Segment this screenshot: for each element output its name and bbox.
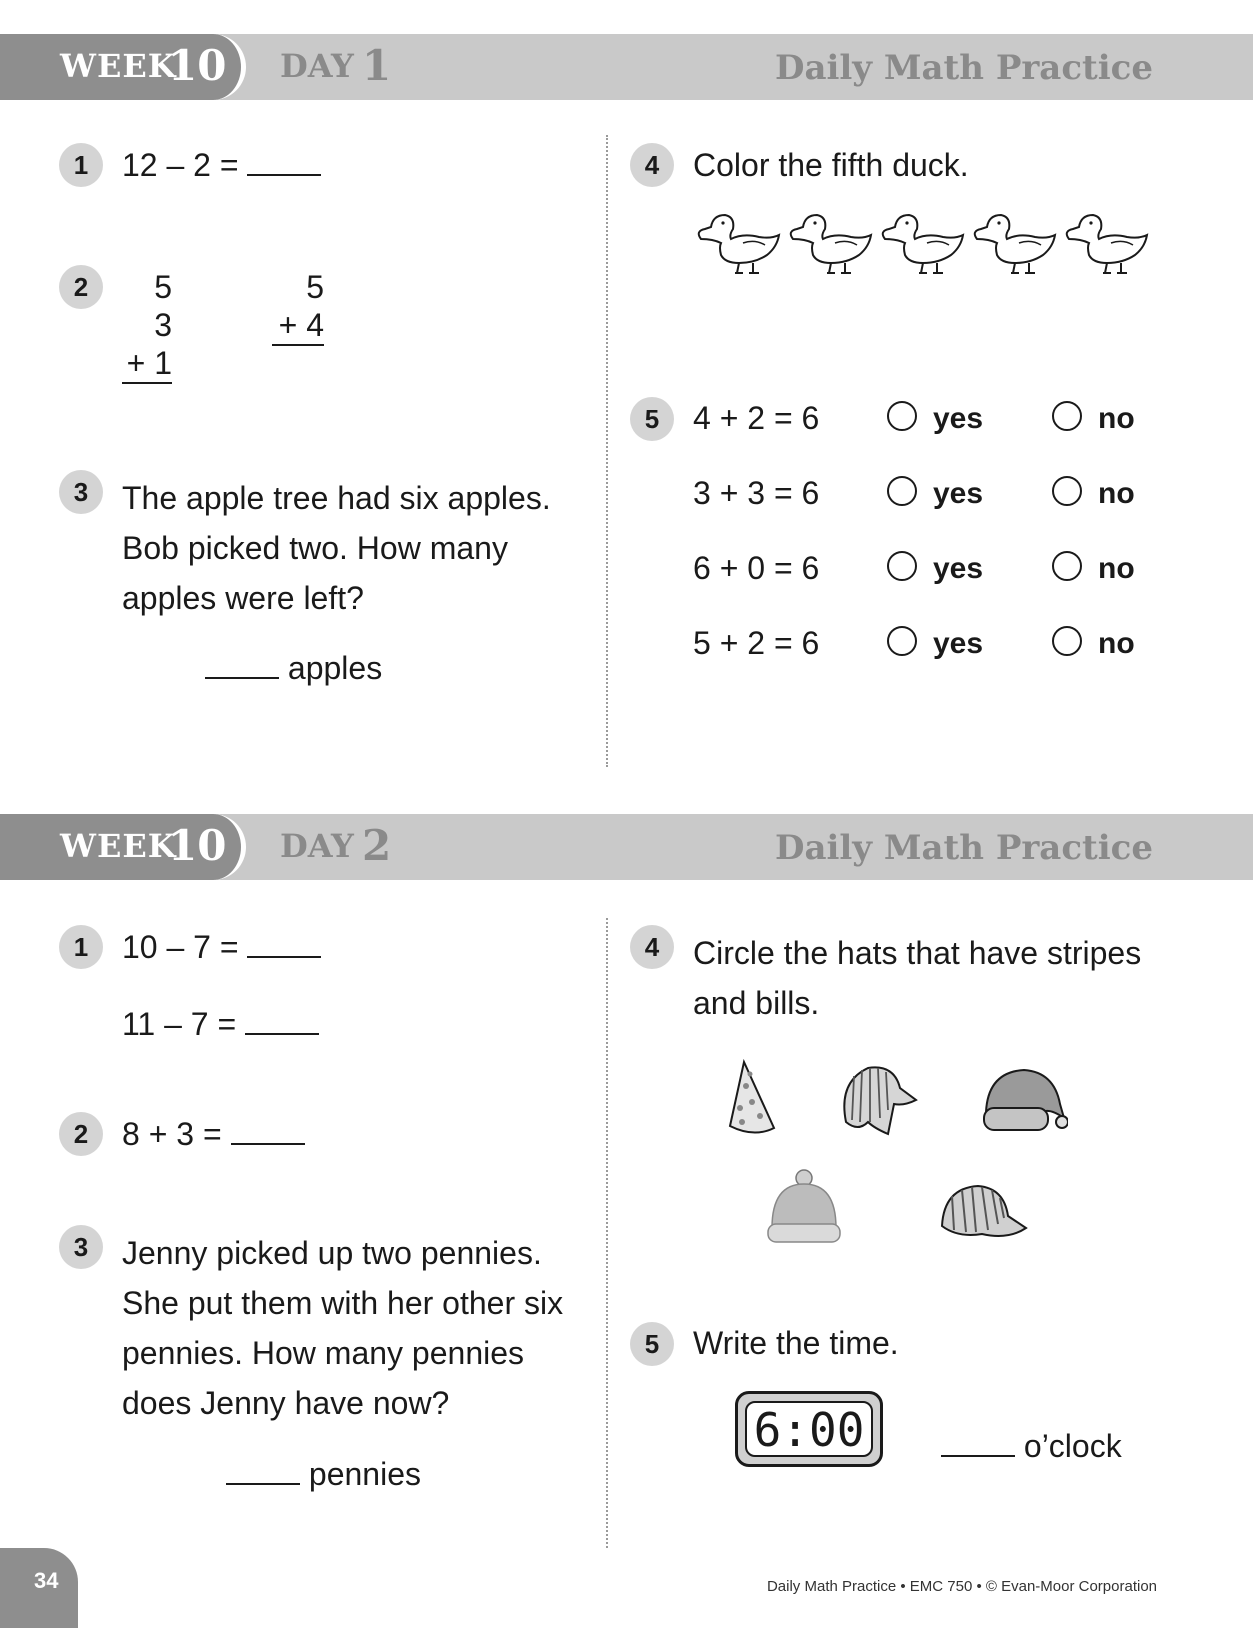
q3-answer	[205, 650, 382, 687]
day-label: DAY	[280, 47, 354, 85]
answer-blank[interactable]	[205, 651, 279, 679]
yes-label: yes	[933, 477, 984, 510]
q2-stack-b	[272, 268, 324, 346]
question-number: 2	[59, 1112, 103, 1156]
answer-blank[interactable]	[247, 930, 321, 958]
q3-answer	[226, 1456, 421, 1493]
q2-equation	[122, 1116, 305, 1153]
equation: 5 + 2 = 6	[693, 625, 820, 661]
q1-equation	[122, 147, 321, 184]
question-number: 4	[630, 925, 674, 969]
beanie-drawing	[764, 1168, 844, 1246]
prompt-line: The apple tree had six apples.	[122, 480, 551, 516]
knit-beanie-icon[interactable]	[764, 1168, 844, 1246]
digital-clock-icon	[735, 1391, 883, 1467]
answer-blank[interactable]	[226, 1457, 300, 1485]
q4-prompt	[693, 928, 1141, 1028]
question-number: 5	[630, 397, 674, 441]
q2-stack-a	[122, 268, 172, 384]
prompt-line: She put them with her other six	[122, 1285, 564, 1321]
equation: 6 + 0 = 6	[693, 550, 820, 586]
stack-line: 5	[306, 269, 324, 305]
equation: 4 + 2 = 6	[693, 400, 820, 436]
stack-line: 5	[154, 269, 172, 305]
q5-prompt: Write the time.	[693, 1325, 899, 1361]
answer-unit: o’clock	[1023, 1428, 1122, 1464]
yes-label: yes	[933, 627, 984, 660]
no-radio[interactable]	[1052, 551, 1082, 581]
equation: 3 + 3 = 6	[693, 475, 820, 511]
yes-radio[interactable]	[887, 476, 917, 506]
no-label: no	[1098, 402, 1135, 435]
question-number: 3	[59, 470, 103, 514]
no-radio[interactable]	[1052, 476, 1082, 506]
day-number: 1	[362, 41, 392, 90]
q1-equation-1	[122, 929, 321, 966]
week-number: 10	[168, 821, 227, 870]
q1-text: 12 – 2 =	[122, 147, 239, 183]
prompt-line: pennies. How many pennies	[122, 1335, 525, 1371]
answer-unit: pennies	[308, 1456, 421, 1492]
earflap-cap-drawing	[838, 1062, 918, 1138]
q3-prompt	[122, 1228, 563, 1428]
stocking-cap-icon[interactable]	[980, 1064, 1068, 1138]
striped-baseball-cap-icon[interactable]	[938, 1182, 1028, 1244]
q4-prompt: Color the fifth duck.	[693, 147, 969, 183]
answer-unit: apples	[287, 650, 383, 686]
prompt-line: Circle the hats that have stripes	[693, 935, 1142, 971]
section-title: Daily Math Practice	[774, 48, 1153, 88]
no-radio[interactable]	[1052, 401, 1082, 431]
clock-display: 6:00	[745, 1401, 873, 1457]
column-divider	[606, 918, 608, 1548]
yes-label: yes	[933, 552, 984, 585]
page-number: 34	[34, 1568, 59, 1593]
question-number: 3	[59, 1225, 103, 1269]
week-tab	[0, 814, 246, 880]
duck-icons	[695, 205, 1155, 280]
question-number: 4	[630, 143, 674, 187]
no-radio[interactable]	[1052, 626, 1082, 656]
question-number: 1	[59, 143, 103, 187]
prompt-line: apples were left?	[122, 580, 364, 616]
answer-blank[interactable]	[941, 1429, 1015, 1457]
day-number: 2	[362, 821, 392, 870]
baseball-cap-drawing	[938, 1182, 1028, 1244]
day-label: DAY	[280, 827, 354, 865]
equation-text: 10 – 7 =	[122, 929, 239, 965]
equation-text: 11 – 7 =	[122, 1006, 237, 1042]
answer-blank[interactable]	[245, 1007, 319, 1035]
no-label: no	[1098, 477, 1135, 510]
q1-equation-2	[122, 1006, 319, 1043]
equation-text: 8 + 3 =	[122, 1116, 222, 1152]
week-label: WEEK	[60, 47, 177, 85]
party-hat-icon[interactable]	[722, 1058, 782, 1136]
duck-row	[695, 205, 1155, 280]
question-number: 2	[59, 265, 103, 309]
no-label: no	[1098, 627, 1135, 660]
yes-radio[interactable]	[887, 551, 917, 581]
stack-line: 3	[154, 307, 172, 343]
no-label: no	[1098, 552, 1135, 585]
day2-header-band	[0, 814, 1253, 880]
answer-blank[interactable]	[247, 148, 321, 176]
stack-line: + 1	[122, 344, 172, 384]
q3-prompt	[122, 473, 551, 623]
answer-blank[interactable]	[231, 1117, 305, 1145]
week-label: WEEK	[60, 827, 177, 865]
prompt-line: and bills.	[693, 985, 820, 1021]
q5-answer	[941, 1428, 1122, 1465]
yes-radio[interactable]	[887, 626, 917, 656]
week-number: 10	[168, 41, 227, 90]
party-hat-drawing	[722, 1058, 782, 1136]
question-number: 5	[630, 1322, 674, 1366]
stocking-cap-drawing	[980, 1064, 1068, 1138]
prompt-line: does Jenny have now?	[122, 1385, 450, 1421]
yes-radio[interactable]	[887, 401, 917, 431]
prompt-line: Bob picked two. How many	[122, 530, 508, 566]
prompt-line: Jenny picked up two pennies.	[122, 1235, 542, 1271]
column-divider	[606, 135, 608, 767]
footer-credit: Daily Math Practice • EMC 750 • © Evan-Moor Corporation	[766, 1578, 1157, 1595]
striped-earflap-cap-icon[interactable]	[838, 1062, 918, 1138]
stack-line: + 4	[272, 306, 324, 346]
yes-label: yes	[933, 402, 984, 435]
week-tab	[0, 34, 246, 100]
day1-header-band	[0, 34, 1253, 100]
question-number: 1	[59, 925, 103, 969]
section-title: Daily Math Practice	[774, 828, 1153, 868]
